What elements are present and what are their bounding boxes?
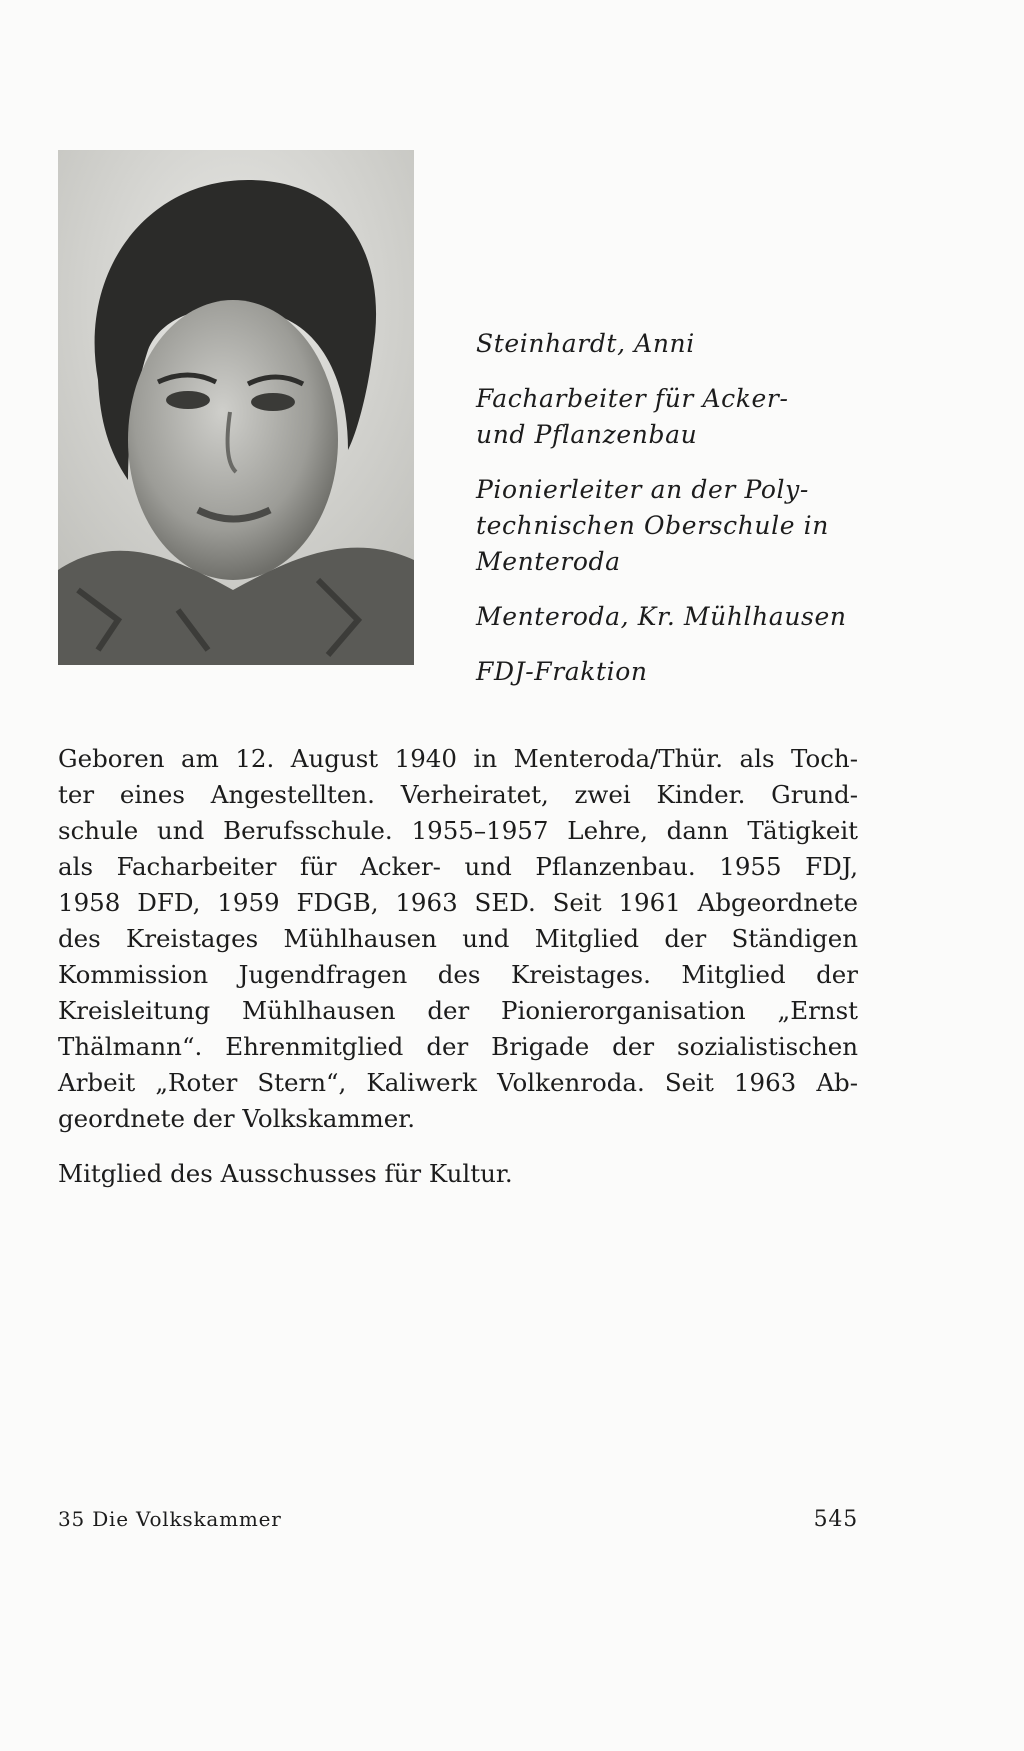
position-line: Pionierleiter an der Poly- [476,475,809,504]
position-line: technischen Oberschule in [476,511,829,540]
biography-line: Geboren am 12. August 1940 in Menteroda/Thür. als Toch- [58,744,858,773]
biography-line: des Kreistages Mühlhausen und Mitglied der Ständigen [58,924,858,953]
profile-faction [476,654,896,690]
name-text: Steinhardt, Anni [476,329,695,358]
portrait-image [58,150,414,665]
residence-text: Menteroda, Kr. Mühlhausen [476,602,847,631]
committee-membership: Mitglied des Ausschusses für Kultur. [58,1159,513,1188]
portrait-photo [58,150,414,665]
profile-residence [476,599,896,635]
biography-line: Arbeit „Roter Stern“, Kaliwerk Volkenroda. Seit 1963 Ab- [58,1068,858,1097]
profession-line: Facharbeiter für Acker- [476,384,789,413]
faction-text: FDJ-Fraktion [476,657,648,686]
profile-name [476,326,896,362]
biography-line: 1958 DFD, 1959 FDGB, 1963 SED. Seit 1961 Abgeordnete [58,888,858,917]
position-line: Menteroda [476,547,621,576]
page-footer [58,1507,858,1531]
profile-position [476,472,896,580]
biography-line: Kommission Jugendfragen des Kreistages. Mitglied der [58,960,858,989]
profile-header [476,326,896,709]
biography-line: ter eines Angestellten. Verheiratet, zwei Kinder. Grund- [58,780,858,809]
biography-line: als Facharbeiter für Acker- und Pflanzenbau. 1955 FDJ, [58,852,858,881]
page-number: 545 [813,1507,858,1532]
footer-signature: 35 Die Volkskammer [58,1507,282,1531]
biography [58,741,858,1192]
profession-line: und Pflanzenbau [476,420,698,449]
biography-line: Thälmann“. Ehrenmitglied der Brigade der sozialistischen [58,1032,858,1061]
biography-line: schule und Berufsschule. 1955–1957 Lehre, dann Tätigkeit [58,816,858,845]
biography-line: geordnete der Volkskammer. [58,1104,416,1133]
biography-line: Kreisleitung Mühlhausen der Pionierorganisation „Ernst [58,996,858,1025]
profile-profession [476,381,896,453]
